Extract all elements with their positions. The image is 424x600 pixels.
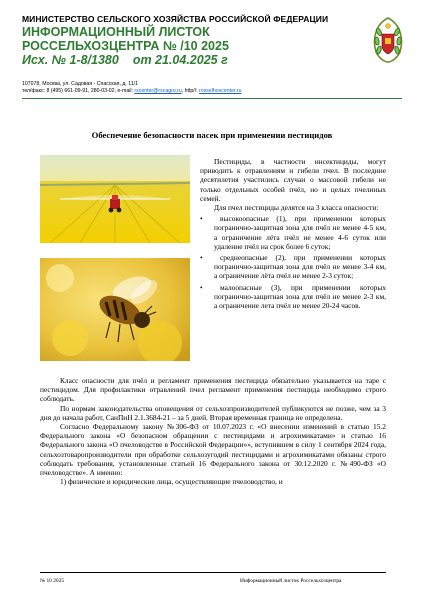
hazard-class-item — [200, 283, 386, 311]
classes-lead: Для пчел пестициды делятся на 3 класса опасности: — [214, 203, 379, 213]
page-footer — [40, 578, 386, 584]
bulletin-heading — [22, 25, 362, 67]
ministry-emblem-icon — [368, 14, 408, 66]
contacts-line — [22, 88, 382, 95]
ref-date: от 21.04.2025 г — [132, 53, 228, 67]
footer-issue: № 10 2025 — [40, 578, 65, 584]
body-paragraph: 1) физические и юридические лица, осуществляющие пчеловодство, и — [60, 477, 283, 487]
bulletin-title: ИНФОРМАЦИОННЫЙ ЛИСТОК — [22, 25, 210, 39]
honeybee-photo — [40, 258, 190, 361]
site-link[interactable]: rosselhoscenter.ru — [199, 88, 242, 94]
article-body — [40, 376, 386, 486]
sprayer-field-photo — [40, 155, 190, 243]
footer-divider — [40, 572, 386, 573]
hazard-class-text: малоопасные (3), при применении которых погранично-защитная зона для пчёл не менее 2-3 км, а ограничение лета пчёл не менее 20-24 часов. — [214, 282, 386, 311]
hazard-class-item — [200, 253, 386, 281]
site-prefix: , http//: — [181, 88, 200, 94]
bullet-icon: • — [200, 282, 203, 292]
header-divider — [22, 98, 402, 99]
article-column — [200, 157, 386, 310]
reference-line — [22, 53, 362, 67]
bullet-icon: • — [200, 253, 203, 263]
bullet-icon: • — [200, 214, 203, 224]
address-line: 107078, Москва, ул. Садовая - Спасская, д. 11/1 — [22, 81, 138, 87]
hazard-class-item — [200, 214, 386, 251]
body-paragraph: По нормам законодательства оповещения от сельхозпроизводителей публикуются не позже, чем за 3 дня до начала работ, СанПиН 2.1.3684-21 – за 5 дней. Вторая временная граница не определена. — [40, 403, 386, 422]
article-title: Обеспечение безопасности пасек при применении пестицидов — [91, 130, 333, 140]
hazard-class-text: высокоопасные (1), при применении которых погранично-защитная зона для пчёл не менее 4-5 км, а ограничение лёта пчёл не менее 4-6 суток или удаление пчёл на срок более 6 суток; — [214, 214, 386, 251]
hazard-class-text: среднеопасные (2), при применении которых погранично-защитная зона для пчёл не менее 3-4 км, а ограничение лёта пчёл не менее 2-3 суток; — [214, 253, 386, 281]
footer-publication: Информационный листок Россельхозцентра — [240, 578, 342, 584]
phone-fax: тел/факс: 8 (495) 661-09-91, 280-03-02, e-mail: — [22, 88, 135, 94]
intro-paragraph: Пестициды, в частности инсектициды, могут приводить к отравлениям и гибели пчел. В последние десятилетия участились случаи о массовой гибели не только отдельных особей пчёл, но и целых пчелиных семей. — [200, 157, 386, 203]
header-ministry: МИНИСТЕРСТВО СЕЛЬСКОГО ХОЗЯЙСТВА РОССИЙСКОЙ ФЕДЕРАЦИИ — [22, 14, 329, 24]
email-link[interactable]: rscenter@rscagro.ru — [134, 88, 182, 94]
ref-number: Исх. № 1-8/1380 — [22, 53, 119, 67]
body-paragraph: Согласно Федеральному закону №306-ФЗ от 10.07.2023 г. «О внесении изменений в статью 15.2 Федерального закона «О безопасном обращении с пестицидами и агрохимикатами» и статью 16 Федерального закона «О пчеловодстве в Российской Федерации»», вступившем в силу 1 сентября 2024 года, сельхозтоваропроизводители при обработке сельхозугодий пестицидами и агрохимикатами обязаны строго соблюдать требования, установленные статьей 16 Федерального закона от 30.12.2020 г. №490-ФЗ «О пчеловодстве». А именно: — [40, 422, 386, 478]
org-number: РОССЕЛЬХОЗЦЕНТРА № /10 2025 — [22, 39, 229, 53]
body-paragraph: Класс опасности для пчёл и регламент применения пестицида обязательно указывается на таре с пестицидом. Для профилактики отравлений пчел регламент применения пестицида необходимо строго соблюдать. — [40, 376, 386, 404]
contact-block — [22, 81, 382, 95]
